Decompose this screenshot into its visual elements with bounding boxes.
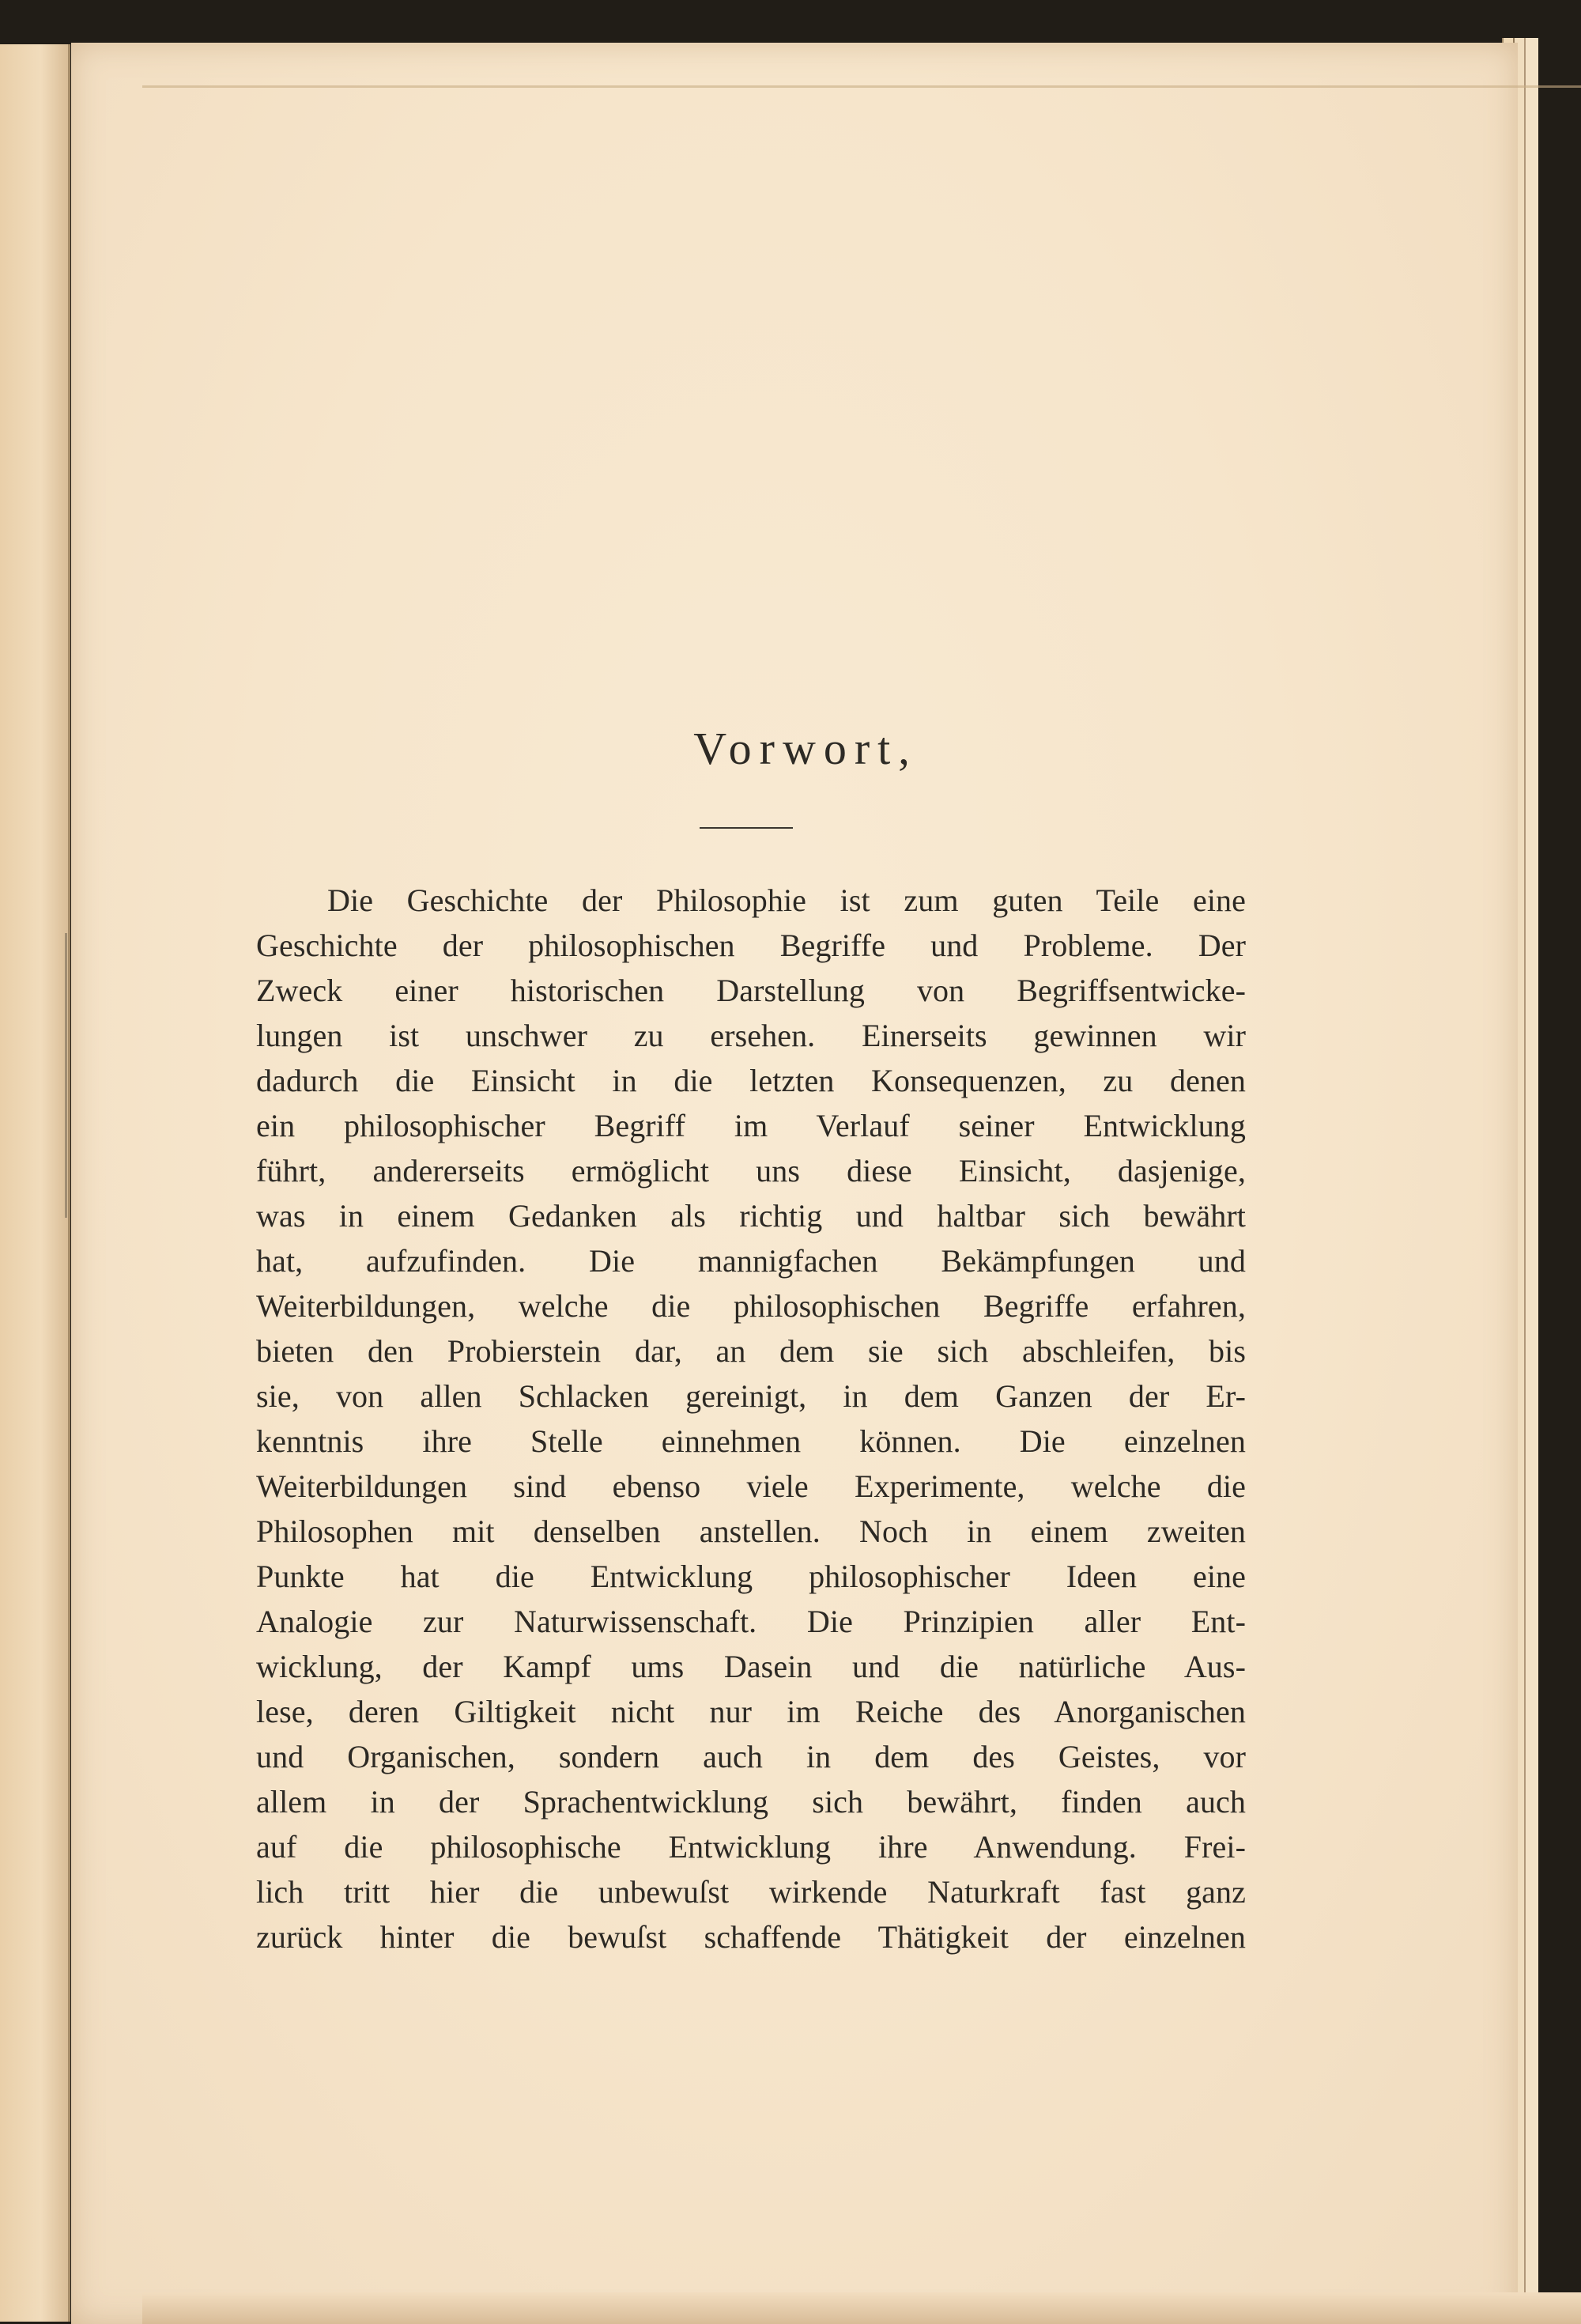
text-line: lungen ist unschwer zu ersehen. Einerseits gewinnen wir xyxy=(256,1018,1246,1053)
left-page-edge xyxy=(0,44,70,2322)
page-title: Vorwort, xyxy=(693,723,918,774)
text-line: was in einem Gedanken als richtig und haltbar sich bewährt xyxy=(256,1198,1246,1234)
text-line: Die Geschichte der Philosophie ist zum guten Teile eine xyxy=(327,882,1246,918)
text-line: allem in der Sprachentwicklung sich bewährt, finden auch xyxy=(256,1784,1246,1820)
text-line: hat, aufzufinden. Die mannigfachen Bekämpfungen und xyxy=(256,1243,1246,1279)
text-line: ein philosophischer Begriff im Verlauf seiner Entwicklung xyxy=(256,1108,1246,1143)
binding-mark xyxy=(65,933,71,1218)
text-line: Punkte hat die Entwicklung philosophischer Ideen eine xyxy=(256,1559,1246,1594)
body-text xyxy=(256,878,1246,1959)
text-line: Weiterbildungen sind ebenso viele Experimente, welche die xyxy=(256,1468,1246,1504)
text-line: zurück hinter die bewuſst schaffende Thätigkeit der einzelnen xyxy=(256,1919,1246,1955)
title-container xyxy=(71,722,1518,775)
text-line: lich tritt hier die unbewuſst wirkende Naturkraft fast ganz xyxy=(256,1874,1246,1910)
text-line: lese, deren Giltigkeit nicht nur im Reiche des Anorganischen xyxy=(256,1694,1246,1729)
title-rule xyxy=(700,827,793,829)
text-line: Weiterbildungen, welche die philosophischen Begriffe erfahren, xyxy=(256,1288,1246,1324)
text-line: wicklung, der Kampf ums Dasein und die natürliche Aus- xyxy=(256,1649,1246,1684)
text-line: und Organischen, sondern auch in dem des Geistes, vor xyxy=(256,1739,1246,1774)
text-line: führt, andererseits ermöglicht uns diese Einsicht, dasjenige, xyxy=(256,1153,1246,1188)
text-line: Geschichte der philosophischen Begriffe und Probleme. Der xyxy=(256,928,1246,963)
bottom-shadow xyxy=(142,2292,1581,2324)
top-crease xyxy=(142,85,1581,88)
text-line: Zweck einer historischen Darstellung von Begriffsentwicke- xyxy=(256,973,1246,1008)
text-line: kenntnis ihre Stelle einnehmen können. Die einzelnen xyxy=(256,1423,1246,1459)
text-line: Philosophen mit denselben anstellen. Noch in einem zweiten xyxy=(256,1513,1246,1549)
text-line: dadurch die Einsicht in die letzten Konsequenzen, zu denen xyxy=(256,1063,1246,1098)
text-line: auf die philosophische Entwicklung ihre Anwendung. Frei- xyxy=(256,1829,1246,1865)
text-line: sie, von allen Schlacken gereinigt, in dem Ganzen der Er- xyxy=(256,1378,1246,1414)
text-line: Analogie zur Naturwissenschaft. Die Prinzipien aller Ent- xyxy=(256,1604,1246,1639)
text-line: bieten den Probierstein dar, an dem sie sich abschleifen, bis xyxy=(256,1333,1246,1369)
page-edge xyxy=(1524,38,1538,2323)
